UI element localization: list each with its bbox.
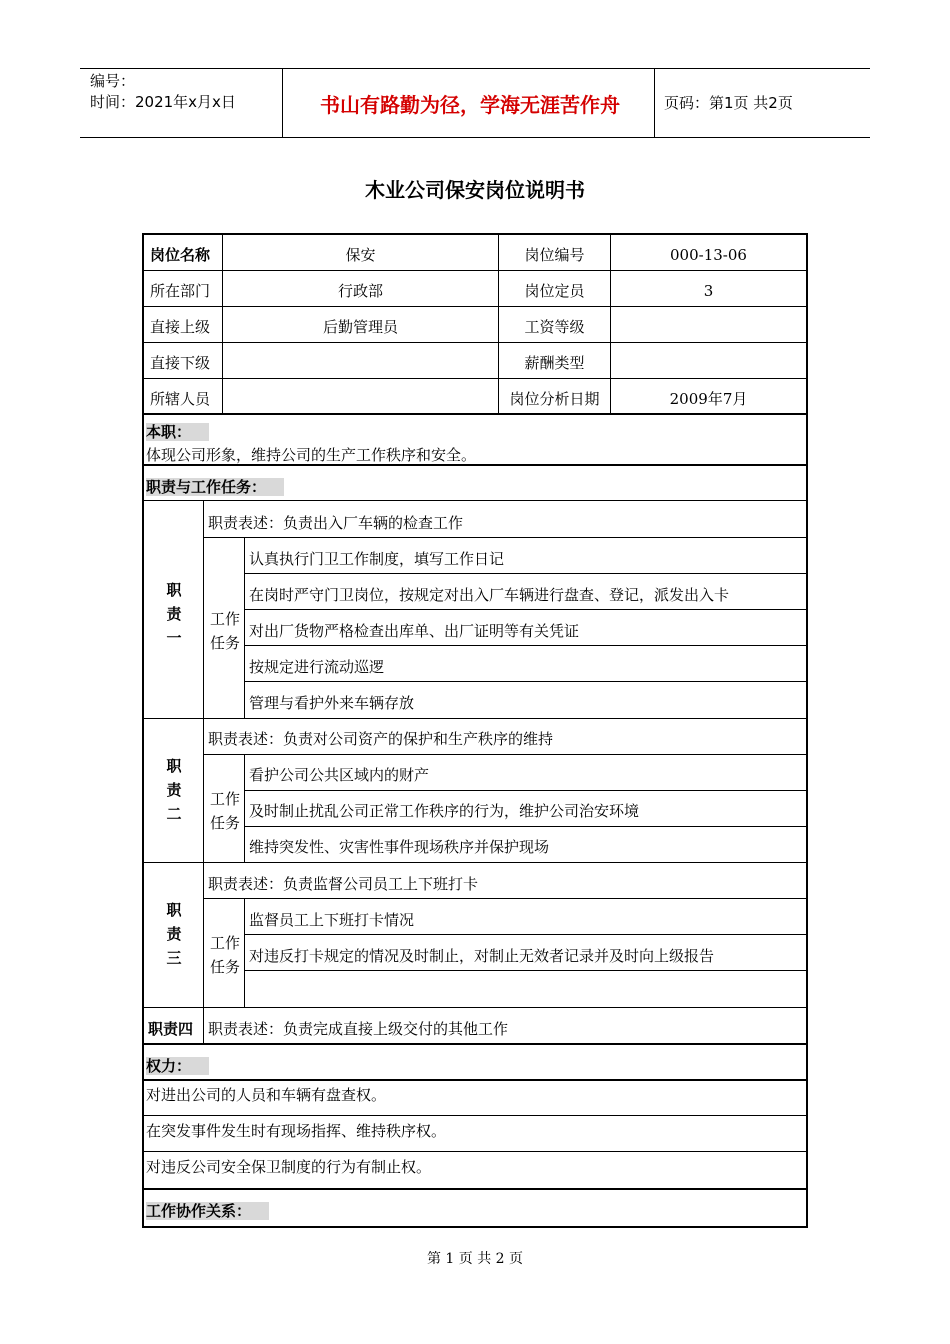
grid-line — [245, 826, 806, 827]
info-label: 岗位编号 — [524, 246, 585, 264]
grid-line — [204, 537, 806, 538]
duty-description: 职责表述：负责完成直接上级交付的其他工作 — [208, 1020, 509, 1038]
grid-line — [245, 934, 806, 935]
info-label: 岗位分析日期 — [509, 390, 600, 408]
grid-line — [245, 790, 806, 791]
info-label: 直接上级 — [150, 318, 211, 336]
page-footer: 第 1 页 共 2 页 — [426, 1251, 524, 1267]
power-item: 对进出公司的人员和车辆有盘查权。 — [146, 1086, 387, 1104]
power-item: 对违反公司安全保卫制度的行为有制止权。 — [146, 1158, 432, 1176]
date-label: 时间：2021年x月x日 — [90, 93, 236, 111]
duty-description: 职责表述：负责出入厂车辆的检查工作 — [208, 514, 464, 532]
grid-line — [144, 862, 806, 863]
info-label: 薪酬类型 — [524, 354, 585, 372]
grid-line — [245, 645, 806, 646]
info-value: 000-13-06 — [670, 246, 747, 264]
cooperation-heading: 工作协作关系： — [146, 1202, 269, 1220]
task-item: 看护公司公共区域内的财产 — [249, 766, 430, 784]
info-value: 后勤管理员 — [322, 318, 398, 336]
grid-line — [244, 899, 245, 1007]
task-label — [208, 607, 242, 655]
info-label: 岗位名称 — [150, 246, 211, 264]
task-label-text: 工作任务 — [209, 610, 240, 652]
grid-line — [244, 537, 245, 718]
info-label: 岗位定员 — [524, 282, 585, 300]
grid-line — [144, 342, 806, 343]
grid-line — [204, 754, 806, 755]
task-item: 维持突发性、灾害性事件现场秩序并保护现场 — [249, 838, 550, 856]
task-item: 按规定进行流动巡逻 — [249, 658, 385, 676]
power-item: 在突发事件发生时有现场指挥、维持秩序权。 — [146, 1122, 447, 1140]
motto: 书山有路勤为径，学海无涯苦作舟 — [320, 93, 620, 117]
task-item: 对出厂货物严格检查出库单、出厂证明等有关凭证 — [249, 622, 580, 640]
duty-name — [160, 754, 188, 826]
grid-line — [144, 1115, 806, 1116]
task-label — [208, 931, 242, 979]
duty-name — [160, 898, 188, 970]
document-title: 木业公司保安岗位说明书 — [365, 178, 585, 202]
duty-name: 职责四 — [148, 1020, 194, 1038]
duty-name-text: 职责三 — [166, 901, 182, 967]
info-value: 3 — [703, 282, 714, 300]
grid-line — [144, 413, 806, 415]
grid-line — [203, 501, 204, 1044]
task-label-text: 工作任务 — [209, 790, 240, 832]
task-item: 在岗时严守门卫岗位，按规定对出入厂车辆进行盘查、登记，派发出入卡 — [249, 586, 730, 604]
grid-line — [144, 1151, 806, 1152]
task-label-text: 工作任务 — [209, 934, 240, 976]
grid-line — [144, 1079, 806, 1081]
grid-line — [144, 1043, 806, 1045]
task-item: 及时制止扰乱公司正常工作秩序的行为，维护公司治安环境 — [249, 802, 640, 820]
info-value: 行政部 — [337, 282, 383, 300]
grid-line — [144, 718, 806, 719]
grid-line — [245, 573, 806, 574]
task-item: 对违反打卡规定的情况及时制止，对制止无效者记录并及时向上级报告 — [249, 947, 715, 965]
duty-name — [160, 578, 188, 650]
number-label: 编号： — [90, 72, 136, 90]
task-item: 认真执行门卫工作制度，填写工作日记 — [249, 550, 505, 568]
grid-line — [144, 378, 806, 379]
info-label: 所在部门 — [150, 282, 211, 300]
duty-name-text: 职责一 — [166, 581, 182, 647]
info-value: 保安 — [345, 246, 376, 264]
powers-heading: 权力： — [146, 1057, 209, 1075]
info-value: 2009年7月 — [669, 390, 748, 408]
duty-description: 职责表述：负责对公司资产的保护和生产秩序的维持 — [208, 730, 554, 748]
task-item: 监督员工上下班打卡情况 — [249, 911, 415, 929]
grid-line — [245, 970, 806, 971]
duty-description: 职责表述：负责监督公司员工上下班打卡 — [208, 875, 479, 893]
task-item: 管理与看护外来车辆存放 — [249, 694, 415, 712]
grid-line — [144, 270, 806, 271]
grid-line — [144, 306, 806, 307]
grid-line — [144, 1007, 806, 1008]
page-info: 页码：第1页 共2页 — [664, 94, 793, 112]
grid-line — [144, 1188, 806, 1190]
main-duty-heading: 本职： — [146, 423, 209, 441]
duties-heading: 职责与工作任务： — [146, 478, 284, 496]
task-label — [208, 787, 242, 835]
info-label: 直接下级 — [150, 354, 211, 372]
grid-line — [204, 898, 806, 899]
grid-line — [245, 609, 806, 610]
duty-name-text: 职责二 — [166, 757, 182, 823]
main-duty-text: 体现公司形象，维持公司的生产工作秩序和安全。 — [146, 446, 477, 464]
header-meta — [90, 71, 236, 113]
page-header — [80, 68, 870, 138]
info-label: 所辖人员 — [150, 390, 211, 408]
grid-line — [144, 464, 806, 466]
header-divider — [282, 69, 283, 137]
grid-line — [244, 755, 245, 862]
info-label: 工资等级 — [524, 318, 585, 336]
grid-line — [144, 500, 806, 501]
grid-line — [245, 681, 806, 682]
